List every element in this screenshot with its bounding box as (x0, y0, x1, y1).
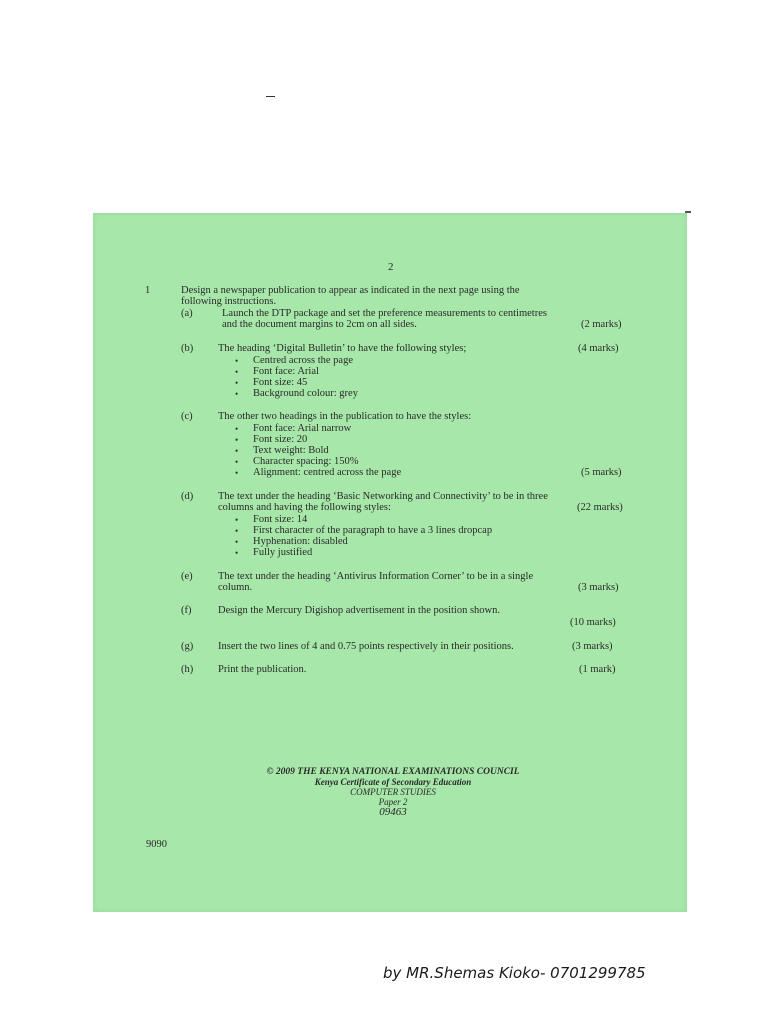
paper-line: Paper 2 (378, 797, 408, 807)
part-f-line1: Design the Mercury Digishop advertisement in the position shown. (218, 605, 500, 616)
bullet-icon: • (235, 378, 239, 388)
part-d-bullet: Hyphenation: disabled (253, 536, 348, 547)
part-e-line2: column. (218, 582, 253, 593)
part-b-bullet: Font face: Arial (253, 366, 319, 377)
copyright-line: © 2009 THE KENYA NATIONAL EXAMINATIONS COUNCIL (266, 767, 520, 777)
question-number: 1 (145, 285, 151, 296)
bullet-icon: • (235, 356, 239, 366)
part-c-marks: (5 marks) (581, 467, 622, 478)
scanned-exam-page (93, 213, 687, 912)
subject-line: COMPUTER STUDIES (350, 787, 436, 797)
bullet-icon: • (235, 435, 239, 445)
part-c-bullet: Alignment: centred across the page (253, 467, 402, 478)
part-c-bullet: Font size: 20 (253, 434, 308, 445)
part-c-bullet: Character spacing: 150% (253, 456, 359, 467)
page-edge-mark (685, 211, 691, 213)
part-d-marks: (22 marks) (577, 502, 623, 513)
part-a-line1: Launch the DTP package and set the preference measurements to centimetres (222, 308, 547, 319)
bullet-icon: • (235, 424, 239, 434)
part-b-label: (b) (181, 343, 194, 354)
part-c-label: (c) (181, 411, 193, 422)
stray-dash-mark (266, 96, 275, 97)
part-h-line1: Print the publication. (218, 664, 307, 675)
bullet-icon: • (235, 367, 239, 377)
bullet-icon: • (235, 515, 239, 525)
author-signature: by MR.Shemas Kioko- 0701299785 (383, 964, 646, 982)
part-b-line1: The heading ‘Digital Bulletin’ to have the following styles; (218, 343, 467, 354)
question-intro-line1: Design a newspaper publication to appear as indicated in the next page using the (181, 285, 520, 296)
part-b-marks: (4 marks) (578, 343, 619, 354)
part-g-marks: (3 marks) (572, 641, 613, 652)
part-f-label: (f) (181, 605, 192, 616)
part-b-bullet: Font size: 45 (253, 377, 308, 388)
certificate-line: Kenya Certificate of Secondary Education (314, 777, 472, 787)
part-e-line1: The text under the heading ‘Antivirus Information Corner’ to be in a single (218, 571, 534, 582)
bullet-icon: • (235, 548, 239, 558)
part-d-label: (d) (181, 491, 194, 502)
part-d-bullet: Font size: 14 (253, 514, 308, 525)
bullet-icon: • (235, 389, 239, 399)
page-number: 2 (388, 261, 394, 273)
bullet-icon: • (235, 537, 239, 547)
part-d-bullet: First character of the paragraph to have a 3 lines dropcap (253, 525, 493, 536)
paper-code: 09463 (379, 806, 407, 818)
part-h-label: (h) (181, 664, 194, 675)
bullet-icon: • (235, 446, 239, 456)
part-g-line1: Insert the two lines of 4 and 0.75 points respectively in their positions. (218, 641, 514, 652)
part-b-bullet: Centred across the page (253, 355, 354, 366)
part-c-bullet: Font face: Arial narrow (253, 423, 352, 434)
part-f-marks: (10 marks) (570, 617, 616, 628)
bullet-icon: • (235, 468, 239, 478)
part-a-line2: and the document margins to 2cm on all sides. (222, 319, 417, 330)
part-c-bullet: Text weight: Bold (253, 445, 329, 456)
part-d-bullet: Fully justified (253, 547, 313, 558)
bullet-icon: • (235, 457, 239, 467)
part-e-label: (e) (181, 571, 193, 582)
part-a-label: (a) (181, 308, 193, 319)
part-g-label: (g) (181, 641, 194, 652)
part-h-marks: (1 mark) (579, 664, 616, 675)
question-intro-line2: following instructions. (181, 296, 277, 307)
part-d-line2: columns and having the following styles: (218, 502, 391, 513)
part-e-marks: (3 marks) (578, 582, 619, 593)
footer-left-code: 9090 (146, 839, 167, 850)
bullet-icon: • (235, 526, 239, 536)
part-c-line1: The other two headings in the publication to have the styles: (218, 411, 472, 422)
part-a-marks: (2 marks) (581, 319, 622, 330)
part-b-bullet: Background colour: grey (253, 388, 358, 399)
part-d-line1: The text under the heading ‘Basic Networking and Connectivity’ to be in three (218, 491, 548, 502)
